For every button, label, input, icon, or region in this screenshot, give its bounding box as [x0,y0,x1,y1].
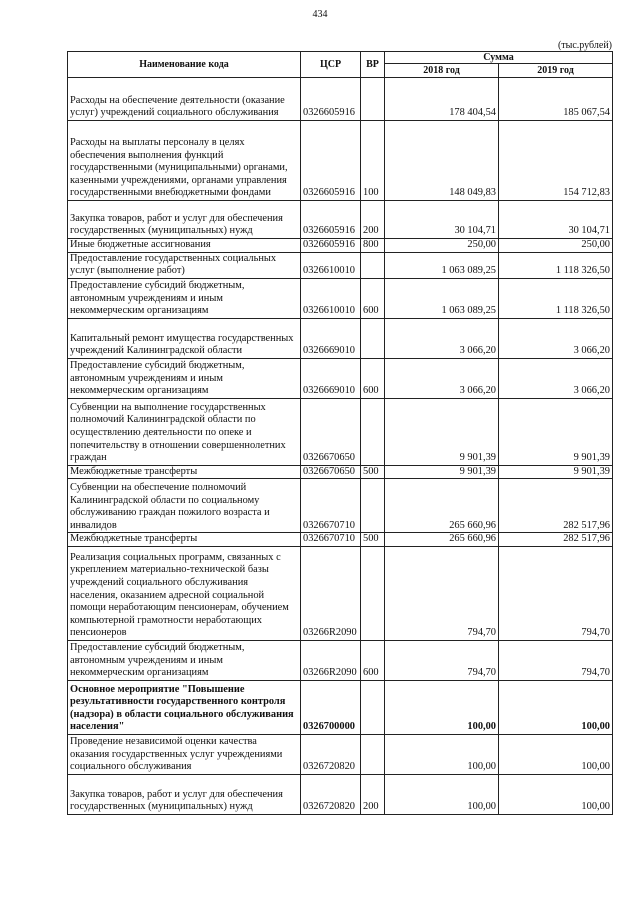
row-vr-code [361,734,385,774]
row-name: Межбюджетные трансферты [68,533,301,547]
row-vr-code: 600 [361,358,385,398]
table-row [68,278,613,318]
table-row [68,734,613,774]
row-sum-2018: 265 660,96 [385,533,499,547]
row-sum-2018: 794,70 [385,640,499,680]
units-label: (тыс.рублей) [557,40,612,51]
row-vr-code [361,680,385,734]
row-vr-code [361,479,385,533]
row-sum-2019: 282 517,96 [499,479,613,533]
table-body [68,78,613,815]
row-csr-code: 0326670710 [301,479,361,533]
row-vr-code: 200 [361,201,385,239]
row-vr-code [361,398,385,465]
row-sum-2018: 100,00 [385,680,499,734]
table-row [68,201,613,239]
row-vr-code [361,318,385,358]
row-sum-2019: 3 066,20 [499,358,613,398]
row-sum-2019: 30 104,71 [499,201,613,239]
row-csr-code: 03266R2090 [301,640,361,680]
row-sum-2019: 794,70 [499,640,613,680]
row-vr-code: 600 [361,278,385,318]
budget-table [67,51,613,815]
row-vr-code [361,252,385,278]
header-csr: ЦСР [301,52,361,78]
row-name: Субвенции на обеспечение полномочий Калининградской области по социальному обслуживанию граждан пожилого возраста и инвалидов [68,479,301,533]
row-sum-2018: 100,00 [385,774,499,814]
row-sum-2018: 148 049,83 [385,121,499,201]
row-vr-code: 800 [361,239,385,253]
table-row [68,358,613,398]
header-vr: ВР [361,52,385,78]
row-vr-code: 600 [361,640,385,680]
row-sum-2019: 1 118 326,50 [499,278,613,318]
table-row [68,121,613,201]
row-sum-2018: 265 660,96 [385,479,499,533]
row-csr-code: 0326720820 [301,734,361,774]
row-sum-2018: 3 066,20 [385,318,499,358]
header-2019: 2019 год [499,64,613,78]
table-row [68,640,613,680]
row-sum-2019: 154 712,83 [499,121,613,201]
row-name: Предоставление субсидий бюджетным, автономным учреждениям и иным некоммерческим организациям [68,278,301,318]
table-row [68,465,613,479]
row-name: Проведение независимой оценки качества оказания государственных услуг учреждениями социального обслуживания [68,734,301,774]
row-csr-code: 0326670650 [301,398,361,465]
row-csr-code: 0326605916 [301,121,361,201]
table-row [68,680,613,734]
row-vr-code: 200 [361,774,385,814]
row-csr-code: 0326605916 [301,78,361,121]
header-2018: 2018 год [385,64,499,78]
row-sum-2018: 1 063 089,25 [385,278,499,318]
row-csr-code: 0326700000 [301,680,361,734]
row-csr-code: 0326610010 [301,252,361,278]
row-sum-2018: 178 404,54 [385,78,499,121]
row-sum-2019: 3 066,20 [499,318,613,358]
row-sum-2018: 100,00 [385,734,499,774]
row-name: Закупка товаров, работ и услуг для обеспечения государственных (муниципальных) нужд [68,201,301,239]
row-sum-2019: 9 901,39 [499,465,613,479]
row-name: Расходы на выплаты персоналу в целях обеспечения выполнения функций государственными (муниципальными) органами, казенными учреждениями, органами управления государственными внебюджетными фондами [68,121,301,201]
row-name: Субвенции на выполнение государственных полномочий Калининградской области по осуществлению деятельности по опеке и попечительству в отношении совершеннолетних граждан [68,398,301,465]
row-name: Иные бюджетные ассигнования [68,239,301,253]
row-sum-2018: 9 901,39 [385,398,499,465]
table-row [68,533,613,547]
header-sum: Сумма [385,52,613,64]
row-name: Предоставление субсидий бюджетным, автономным учреждениям и иным некоммерческим организациям [68,358,301,398]
row-sum-2019: 794,70 [499,546,613,640]
row-sum-2018: 794,70 [385,546,499,640]
row-sum-2019: 185 067,54 [499,78,613,121]
table-row [68,252,613,278]
row-csr-code: 0326610010 [301,278,361,318]
row-csr-code: 03266R2090 [301,546,361,640]
row-sum-2019: 100,00 [499,734,613,774]
row-sum-2018: 1 063 089,25 [385,252,499,278]
row-sum-2018: 30 104,71 [385,201,499,239]
row-name: Реализация социальных программ, связанных с укреплением материально-технической базы учреждений социального обслуживания населения, оказанием адресной социальной помощи неработающим пенсионерам, обучением компьютерной грамотности неработающих пенсионеров [68,546,301,640]
table-row [68,239,613,253]
row-sum-2018: 250,00 [385,239,499,253]
row-csr-code: 0326669010 [301,358,361,398]
row-csr-code: 0326720820 [301,774,361,814]
row-vr-code [361,78,385,121]
row-sum-2019: 250,00 [499,239,613,253]
table-row [68,774,613,814]
row-csr-code: 0326670710 [301,533,361,547]
row-csr-code: 0326605916 [301,201,361,239]
header-name: Наименование кода [68,52,301,78]
row-csr-code: 0326669010 [301,318,361,358]
row-vr-code [361,546,385,640]
row-sum-2019: 100,00 [499,680,613,734]
row-sum-2019: 282 517,96 [499,533,613,547]
row-name: Основное мероприятие "Повышение результативности государственного контроля (надзора) в области социального обслуживания населения" [68,680,301,734]
row-vr-code: 500 [361,465,385,479]
row-sum-2019: 9 901,39 [499,398,613,465]
row-vr-code: 500 [361,533,385,547]
row-name: Предоставление субсидий бюджетным, автономным учреждениям и иным некоммерческим организациям [68,640,301,680]
table-row [68,546,613,640]
table-row [68,78,613,121]
row-name: Предоставление государственных социальных услуг (выполнение работ) [68,252,301,278]
row-csr-code: 0326605916 [301,239,361,253]
row-sum-2019: 1 118 326,50 [499,252,613,278]
page-number: 434 [312,9,328,20]
row-sum-2018: 9 901,39 [385,465,499,479]
row-name: Межбюджетные трансферты [68,465,301,479]
row-name: Закупка товаров, работ и услуг для обеспечения государственных (муниципальных) нужд [68,774,301,814]
row-name: Расходы на обеспечение деятельности (оказание услуг) учреждений социального обслуживания [68,78,301,121]
row-sum-2019: 100,00 [499,774,613,814]
row-name: Капитальный ремонт имущества государственных учреждений Калининградской области [68,318,301,358]
row-vr-code: 100 [361,121,385,201]
table-row [68,318,613,358]
table-row [68,398,613,465]
row-sum-2018: 3 066,20 [385,358,499,398]
row-csr-code: 0326670650 [301,465,361,479]
table-row [68,479,613,533]
